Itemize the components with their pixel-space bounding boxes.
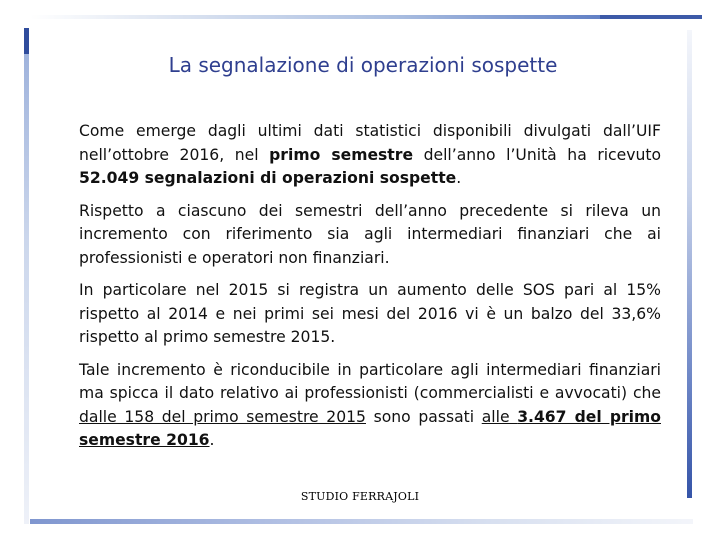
paragraph-2 xyxy=(79,200,661,271)
p1-bold-1: primo semestre xyxy=(269,145,414,164)
p1-text-3: . xyxy=(456,169,462,187)
frame-left-bar xyxy=(24,54,29,524)
frame-top-accent xyxy=(600,15,702,19)
p4-underline-1: dalle 158 del primo semestre 2015 xyxy=(79,407,366,426)
paragraph-4 xyxy=(79,359,661,453)
p1-bold-2: 52.049 segnalazioni di operazioni sospette xyxy=(79,169,457,187)
p4-text-1: Tale incremento è riconducibile in particolare agli intermediari finanziari ma spicca il dato relativo ai professionisti (commercialisti e avvocati) che xyxy=(79,360,661,402)
p4-underline-bold-2b: 3.467 del primo semestre 2016 xyxy=(79,407,661,449)
frame-bottom-bar xyxy=(30,519,693,524)
frame-right-bar xyxy=(687,30,692,498)
p1-text-1: Come emerge dagli ultimi dati statistici disponibili divulgati dall’UIF nell’ottobre 2016, nel xyxy=(79,122,661,164)
p3-text-1: In particolare nel 2015 si registra un aumento delle SOS pari al 15% rispetto al 2014 e nei primi sei mesi del 2016 vi è un balzo del 33,6% rispetto al primo semestre 2015. xyxy=(79,281,661,346)
paragraph-1 xyxy=(79,120,661,191)
paragraph-3 xyxy=(79,279,661,350)
p1-text-2: dell’anno l’Unità ha ricevuto xyxy=(413,145,661,164)
slide-title: La segnalazione di operazioni sospette xyxy=(168,53,558,77)
p4-text-3: . xyxy=(209,431,215,449)
slide-body xyxy=(79,120,661,462)
p4-underline-2a: alle xyxy=(481,407,518,426)
p4-text-2: sono passati xyxy=(365,407,482,426)
p2-text-1: Rispetto a ciascuno dei semestri dell’anno precedente si rileva un incremento con riferimento sia agli intermediari finanziari che ai professionisti e operatori non finanziari. xyxy=(79,201,661,267)
footer-label: STUDIO FERRAJOLI xyxy=(300,490,420,503)
frame-left-accent xyxy=(24,28,29,54)
